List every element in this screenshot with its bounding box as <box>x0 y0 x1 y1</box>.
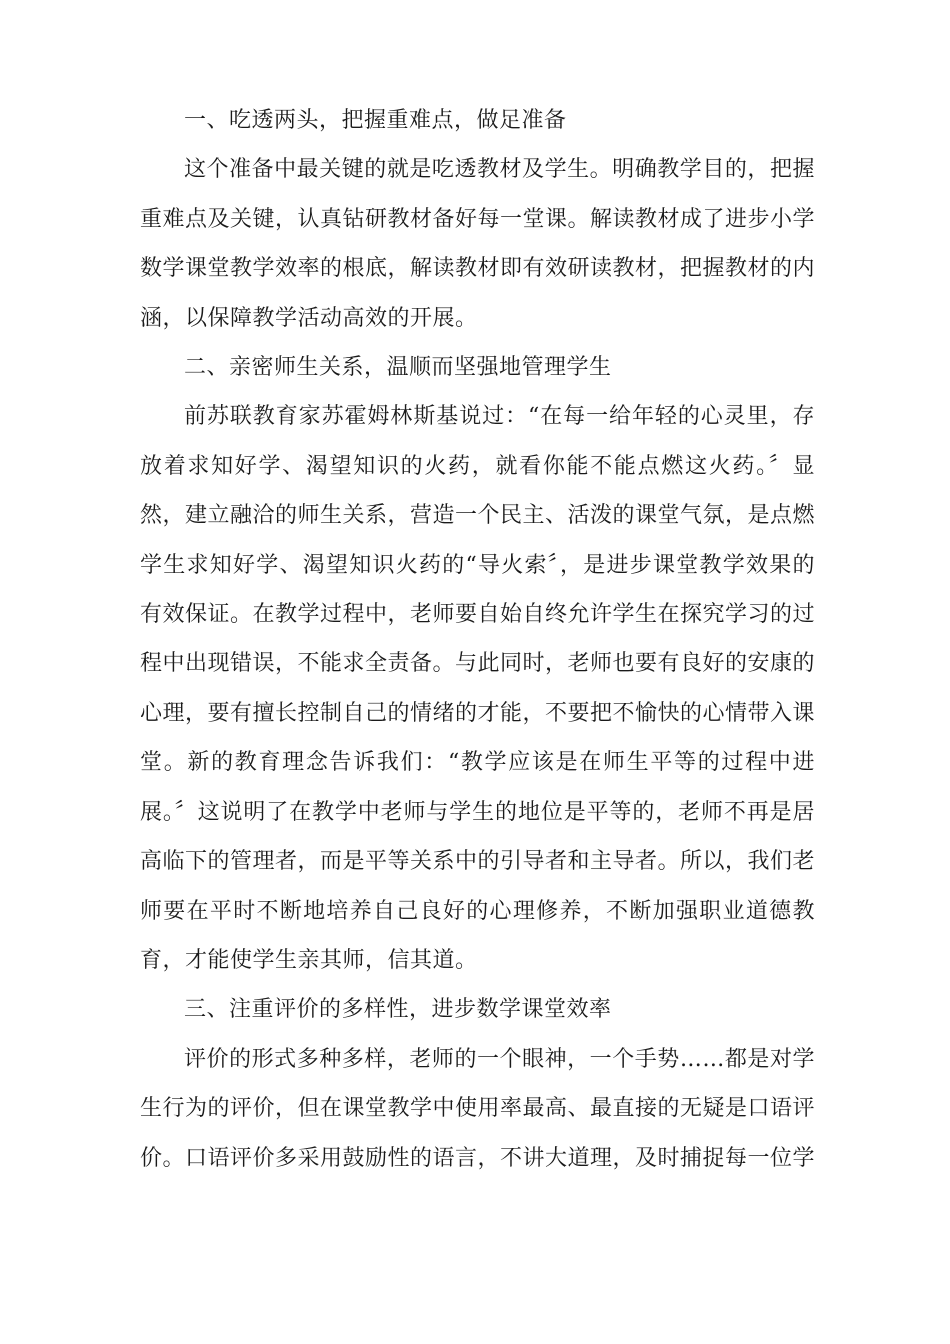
section-paragraph-2: 前苏联教育家苏霍姆林斯基说过：“在每一给年轻的心灵里，存放着求知好学、渴望知识的火药，就看你能不能点燃这火药。〞显然，建立融洽的师生关系，营造一个民主、活泼的课堂气氛，是点燃学生求知好学、渴望知识火药的“导火索〞，是进步课堂教学效果的有效保证。在教学过程中，老师要自始自终允许学生在探究学习的过程中出现错误，不能求全责备。与此同时，老师也要有良好的安康的心理，要有擅长控制自己的情绪的才能，不要把不愉快的心情带入课堂。新的教育理念告诉我们：“教学应该是在师生平等的过程中进展。〞这说明了在教学中老师与学生的地位是平等的，老师不再是居高临下的管理者，而是平等关系中的引导者和主导者。所以，我们老师要在平时不断地培养自己良好的心理修养，不断加强职业道德教育，才能使学生亲其师，信其道。 <box>140 404 816 973</box>
section-heading-2: 二、亲密师生关系，温顺而坚强地管理学生 <box>184 355 612 381</box>
section-paragraph-1: 这个准备中最关键的就是吃透教材及学生。明确教学目的，把握重难点及关键，认真钻研教材备好每一堂课。解读教材成了进步小学数学课堂教学效率的根底，解读教材即有效研读教材，把握教材的内涵，以保障教学活动高效的开展。 <box>140 157 816 331</box>
document-body <box>140 96 815 1183</box>
section-heading-1: 一、吃透两头，把握重难点，做足准备 <box>184 108 567 133</box>
section-heading-3: 三、注重评价的多样性，进步数学课堂效率 <box>184 997 612 1023</box>
section-paragraph-3: 评价的形式多种多样，老师的一个眼神，一个手势……都是对学生行为的评价，但在课堂教学中使用率最高、最直接的无疑是口语评价。口语评价多采用鼓励性的语言，不讲大道理，及时捕捉每一位学 <box>140 1046 816 1171</box>
